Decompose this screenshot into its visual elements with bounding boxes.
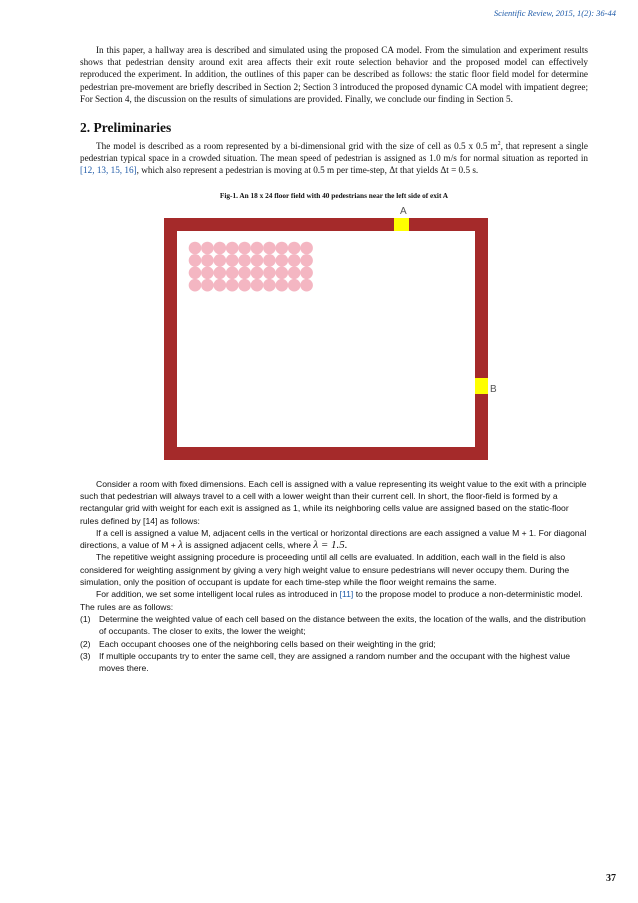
- wall-left: [164, 218, 177, 460]
- figure-caption-text: Fig-1. An 18 x 24 floor field with 40 pedestrians near the left side of exit A: [219, 190, 449, 200]
- pedestrian: [251, 241, 264, 254]
- page-number: 37: [606, 873, 616, 884]
- pedestrian: [276, 266, 289, 279]
- pedestrian: [251, 266, 264, 279]
- local-rules-text-b: to the propose model to produce a non-deterministic model. The rules are as follows:: [80, 589, 583, 612]
- pedestrian: [201, 254, 214, 267]
- pedestrian: [214, 266, 227, 279]
- pedestrian: [288, 279, 301, 292]
- pedestrian: [238, 241, 251, 254]
- prelim-text-c: , which also represent a pedestrian is moving at 0.5 m per time-step, Δt that yields Δt = 0.5 s.: [136, 165, 479, 176]
- pedestrian: [214, 254, 227, 267]
- rule-text: Determine the weighted value of each cell based on the distance between the exits, the location of the walls, and the distribution of occupants. The closer to exits, the lower the weight;: [99, 613, 586, 637]
- pedestrian: [300, 279, 313, 292]
- pedestrian: [214, 279, 227, 292]
- floor-field-paragraph: Consider a room with fixed dimensions. Each cell is assigned with a value representing its weight value to the exit with a principle such that pedestrian will always travel to a cell with a lower weight than their current cell. In short, the floor-field is formed by a rectangular grid with weight for each exit is assigned as 1, while its neighboring cells value are assigned based on the static-floor rules defined by [14] as follows:: [80, 478, 587, 526]
- rules-list: [80, 613, 588, 674]
- pedestrian: [189, 279, 202, 292]
- pedestrian: [276, 254, 289, 267]
- preliminaries-paragraph: [80, 138, 588, 177]
- prelim-text-a: The model is described as a room represented by a bi-dimensional grid with the size of cell as 0.5 x 0.5 m: [96, 141, 498, 152]
- pedestrian: [263, 279, 276, 292]
- exit-b: [475, 378, 488, 394]
- procedure-paragraph: The repetitive weight assigning procedure is proceeding until all cells are evaluated. In addition, each wall in the field is also considered for weighting assignment by giving a very high weight value to ensure pedestrians will never occupy them. During the simulation, only the position of occupant is update for each time-step while the floor weight remains the same.: [80, 552, 570, 588]
- pedestrian: [276, 279, 289, 292]
- pedestrian: [226, 241, 239, 254]
- rule-number: (3): [80, 650, 91, 661]
- rule-item: [80, 650, 588, 675]
- section-title: 2. Preliminaries: [80, 120, 172, 136]
- pedestrian: [226, 279, 239, 292]
- floor-field-diagram: [80, 206, 588, 468]
- pedestrian: [288, 241, 301, 254]
- pedestrian: [214, 241, 227, 254]
- weight-rule-paragraph: [80, 527, 588, 552]
- exit-b-label: B: [490, 383, 497, 395]
- figure-caption: [80, 191, 588, 200]
- pedestrian: [300, 241, 313, 254]
- journal-header: Scientific Review, 2015, 1(2): 36-44: [493, 8, 616, 18]
- body-text: [80, 478, 588, 613]
- rule-item: [80, 638, 588, 650]
- pedestrian: [300, 254, 313, 267]
- rule-text: Each occupant chooses one of the neighboring cells based on their weighting in the grid;: [99, 638, 436, 649]
- pedestrian: [288, 254, 301, 267]
- pedestrian: [189, 254, 202, 267]
- lambda-equation: λ = 1.5.: [313, 539, 348, 552]
- weight-rule-text-a: If a cell is assigned a value M, adjacent cells in the vertical or horizontal directions are each assigned a value M + 1. For diagonal directions, a value of M +: [80, 527, 587, 551]
- rule-number: (2): [80, 638, 91, 649]
- wall-bottom: [164, 447, 488, 460]
- intro-paragraph: In this paper, a hallway area is described and simulated using the proposed CA model. From the simulation and experiment results shows that pedestrian density around exit area affects their exit route selection behavior and the proposed model can effectively reproduced the experiment. In addition, the outlines of this paper can be described as follows: the static floor field model for determine pedestrian pre-movement are briefly described in Section 2; Section 3 introduced the proposed dynamic CA model with impatient degree; For Section 4, the discussion on the results of simulations are provided. Finally, we conclude our finding in Section 5.: [80, 45, 588, 104]
- wall-top: [164, 218, 488, 231]
- wall-right: [475, 218, 488, 460]
- prelim-text-b: , that represent a single pedestrian typical space in a crowded situation. The mean speed of pedestrian is assigned as 1.0 m/s for normal situation as reported in: [80, 141, 589, 164]
- rule-text: If multiple occupants try to enter the same cell, they are assigned a random number and the occupant with the highest value moves there.: [99, 650, 571, 674]
- pedestrian: [226, 266, 239, 279]
- pedestrian: [201, 279, 214, 292]
- pedestrian: [238, 279, 251, 292]
- pedestrian: [238, 254, 251, 267]
- pedestrian: [201, 241, 214, 254]
- lambda-symbol: λ: [178, 539, 183, 552]
- reference-link-11[interactable]: [11]: [339, 589, 354, 600]
- superscript-2: 2: [497, 141, 501, 148]
- local-rules-paragraph: [80, 588, 588, 613]
- pedestrian: [189, 241, 202, 254]
- pedestrian: [276, 241, 289, 254]
- pedestrian: [263, 254, 276, 267]
- pedestrian: [238, 266, 251, 279]
- rule-item: [80, 613, 588, 638]
- pedestrian: [263, 241, 276, 254]
- floor-field-figure: [80, 206, 588, 468]
- pedestrian: [251, 279, 264, 292]
- exit-a-label: A: [400, 205, 407, 217]
- pedestrian: [288, 266, 301, 279]
- exit-a: [394, 218, 409, 231]
- pedestrian: [263, 266, 276, 279]
- rule-number: (1): [80, 613, 91, 624]
- pedestrian: [226, 254, 239, 267]
- pedestrian: [300, 266, 313, 279]
- page-content: [80, 44, 588, 674]
- pedestrian: [251, 254, 264, 267]
- pedestrian: [189, 266, 202, 279]
- reference-link-12-16[interactable]: [12, 13, 15, 16]: [80, 165, 137, 176]
- pedestrian: [201, 266, 214, 279]
- weight-rule-text-b: is assigned adjacent cells, where: [182, 540, 314, 551]
- local-rules-text-a: For addition, we set some intelligent local rules as introduced in: [96, 589, 340, 600]
